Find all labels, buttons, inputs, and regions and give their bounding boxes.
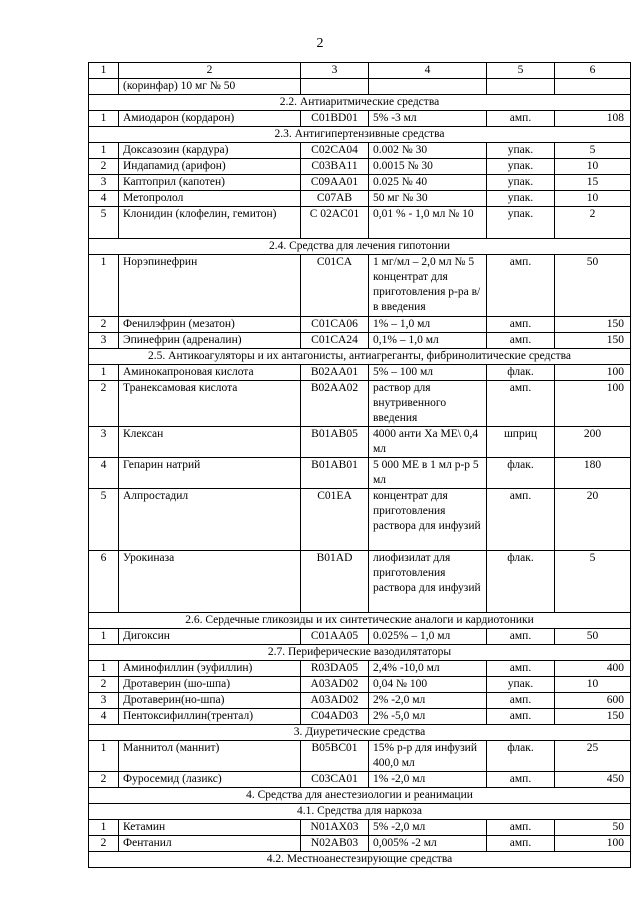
table-row [89, 677, 631, 693]
section-heading: 2.4. Средства для лечения гипотонии [89, 239, 631, 255]
dosage-form: 4000 анти Ха ME\ 0,4 мл [369, 427, 487, 458]
quantity: 600 [555, 693, 631, 709]
atc-code: B01AB01 [301, 458, 369, 489]
quantity: 25 [555, 741, 631, 772]
table-row [89, 772, 631, 788]
row-number: 1 [89, 111, 119, 127]
table-row [89, 191, 631, 207]
row-number: 3 [89, 693, 119, 709]
quantity [555, 79, 631, 95]
quantity: 50 [555, 255, 631, 317]
quantity: 150 [555, 333, 631, 349]
drug-name: Пентоксифиллин(трентал) [119, 709, 301, 725]
drug-name: Алпростадил [119, 489, 301, 551]
dosage-form: 1 мг/мл – 2,0 мл № 5 концентрат для приготовления р-ра в/в введения [369, 255, 487, 317]
atc-code: B05BC01 [301, 741, 369, 772]
section-heading: 4.2. Местноанестезирующие средства [89, 852, 631, 868]
dosage-form: 2,4% -10,0 мл [369, 661, 487, 677]
quantity: 50 [555, 629, 631, 645]
drug-name: Метопролол [119, 191, 301, 207]
drug-name: Фенилэфрин (мезатон) [119, 317, 301, 333]
quantity: 150 [555, 317, 631, 333]
table-row [89, 741, 631, 772]
table-row [89, 427, 631, 458]
section-heading-row [89, 804, 631, 820]
atc-code: B02AA02 [301, 381, 369, 427]
quantity: 5 [555, 551, 631, 613]
row-number: 3 [89, 333, 119, 349]
dosage-form: 0.0015 № 30 [369, 159, 487, 175]
atc-code: N01AX03 [301, 820, 369, 836]
unit: флак. [487, 551, 555, 613]
unit: амп. [487, 820, 555, 836]
unit: амп. [487, 772, 555, 788]
section-heading: 4.1. Средства для наркоза [89, 804, 631, 820]
table-row [89, 709, 631, 725]
dosage-form: 50 мг № 30 [369, 191, 487, 207]
quantity: 2 [555, 207, 631, 239]
header-cell: 6 [555, 63, 631, 79]
drug-name: Гепарин натрий [119, 458, 301, 489]
atc-code: C07AB [301, 191, 369, 207]
quantity: 108 [555, 111, 631, 127]
section-heading: 2.7. Периферические вазодилятаторы [89, 645, 631, 661]
drug-name: (коринфар) 10 мг № 50 [119, 79, 301, 95]
row-number: 3 [89, 427, 119, 458]
unit: упак. [487, 159, 555, 175]
table-row [89, 458, 631, 489]
section-heading-row [89, 613, 631, 629]
unit: амп. [487, 836, 555, 852]
unit: амп. [487, 489, 555, 551]
drug-name: Клексан [119, 427, 301, 458]
row-number: 3 [89, 175, 119, 191]
dosage-form: 5 000 МЕ в 1 мл р-р 5 мл [369, 458, 487, 489]
table-row [89, 489, 631, 551]
dosage-form: лиофизилат для приготовления раствора для инфузий [369, 551, 487, 613]
table-row [89, 255, 631, 317]
section-heading: 2.3. Антигипертензивные средства [89, 127, 631, 143]
section-heading-row [89, 239, 631, 255]
section-heading-row [89, 127, 631, 143]
quantity: 180 [555, 458, 631, 489]
drug-name: Маннитол (маннит) [119, 741, 301, 772]
atc-code: B02AA01 [301, 365, 369, 381]
unit: амп. [487, 693, 555, 709]
section-heading: 4. Средства для анестезиологии и реанимации [89, 788, 631, 804]
atc-code: C09AA01 [301, 175, 369, 191]
row-number: 2 [89, 836, 119, 852]
row-number: 1 [89, 741, 119, 772]
row-number: 2 [89, 677, 119, 693]
drug-name: Урокиназа [119, 551, 301, 613]
dosage-form: 2% -5,0 мл [369, 709, 487, 725]
atc-code: C03CA01 [301, 772, 369, 788]
section-heading-row [89, 645, 631, 661]
unit: амп. [487, 629, 555, 645]
page-number: 2 [316, 36, 324, 51]
table-row [89, 381, 631, 427]
quantity: 100 [555, 381, 631, 427]
table-row [89, 317, 631, 333]
drug-name: Норэпинефрин [119, 255, 301, 317]
unit: амп. [487, 255, 555, 317]
header-cell: 4 [369, 63, 487, 79]
quantity: 20 [555, 489, 631, 551]
atc-code: B01AD [301, 551, 369, 613]
row-number: 2 [89, 317, 119, 333]
quantity: 10 [555, 191, 631, 207]
atc-code: C01CA06 [301, 317, 369, 333]
table-row [89, 836, 631, 852]
row-number: 5 [89, 207, 119, 239]
drug-name: Дротаверин (шо-шпа) [119, 677, 301, 693]
row-number: 1 [89, 255, 119, 317]
drug-name: Индапамид (арифон) [119, 159, 301, 175]
table-row [89, 111, 631, 127]
drug-name: Аминокапроновая кислота [119, 365, 301, 381]
row-number [89, 79, 119, 95]
row-number: 1 [89, 629, 119, 645]
drug-name: Амиодарон (кордарон) [119, 111, 301, 127]
table-row [89, 207, 631, 239]
unit: амп. [487, 317, 555, 333]
dosage-form: 0,01 % - 1,0 мл № 10 [369, 207, 487, 239]
table-row [89, 333, 631, 349]
quantity: 400 [555, 661, 631, 677]
unit: флак. [487, 458, 555, 489]
quantity: 100 [555, 836, 631, 852]
quantity: 150 [555, 709, 631, 725]
atc-code: A03AD02 [301, 693, 369, 709]
quantity: 200 [555, 427, 631, 458]
atc-code: B01AB05 [301, 427, 369, 458]
drug-name: Аминофиллин (эуфиллин) [119, 661, 301, 677]
dosage-form: 5% – 100 мл [369, 365, 487, 381]
dosage-form: 1% – 1,0 мл [369, 317, 487, 333]
unit: амп. [487, 709, 555, 725]
drug-name: Дротаверин(но-шпа) [119, 693, 301, 709]
unit: упак. [487, 207, 555, 239]
unit: шприц [487, 427, 555, 458]
row-number: 2 [89, 159, 119, 175]
drug-name: Доксазозин (кардура) [119, 143, 301, 159]
dosage-form: концентрат для приготовления раствора для инфузий [369, 489, 487, 551]
quantity: 5 [555, 143, 631, 159]
dosage-form: 15% р-р для инфузий 400,0 мл [369, 741, 487, 772]
section-heading-row [89, 725, 631, 741]
drug-table [88, 62, 631, 868]
atc-code: C01EA [301, 489, 369, 551]
table-row [89, 175, 631, 191]
atc-code: C01AA05 [301, 629, 369, 645]
section-heading-row [89, 349, 631, 365]
atc-code: C03BA11 [301, 159, 369, 175]
atc-code [301, 79, 369, 95]
dosage-form: 5% -3 мл [369, 111, 487, 127]
unit [487, 79, 555, 95]
quantity: 50 [555, 820, 631, 836]
dosage-form: 2% -2,0 мл [369, 693, 487, 709]
atc-code: C01BD01 [301, 111, 369, 127]
dosage-form: 0.025% – 1,0 мл [369, 629, 487, 645]
dosage-form: 0.002 № 30 [369, 143, 487, 159]
unit: флак. [487, 365, 555, 381]
table-header-row [89, 63, 631, 79]
drug-name: Каптоприл (капотен) [119, 175, 301, 191]
row-number: 5 [89, 489, 119, 551]
drug-name: Эпинефрин (адреналин) [119, 333, 301, 349]
row-number: 4 [89, 709, 119, 725]
dosage-form [369, 79, 487, 95]
section-heading-row [89, 788, 631, 804]
section-heading-row [89, 852, 631, 868]
dosage-form: 1% -2,0 мл [369, 772, 487, 788]
table-row [89, 159, 631, 175]
unit: упак. [487, 677, 555, 693]
dosage-form: 0,005% -2 мл [369, 836, 487, 852]
atc-code: C04AD03 [301, 709, 369, 725]
drug-name: Фуросемид (лазикс) [119, 772, 301, 788]
atc-code: C01CA24 [301, 333, 369, 349]
row-number: 1 [89, 820, 119, 836]
atc-code: R03DA05 [301, 661, 369, 677]
table-row [89, 629, 631, 645]
table-row [89, 661, 631, 677]
drug-name: Кетамин [119, 820, 301, 836]
unit: упак. [487, 175, 555, 191]
header-cell: 5 [487, 63, 555, 79]
unit: флак. [487, 741, 555, 772]
table-row [89, 143, 631, 159]
row-number: 2 [89, 772, 119, 788]
section-heading: 2.2. Антиаритмические средства [89, 95, 631, 111]
row-number: 6 [89, 551, 119, 613]
section-heading-row [89, 95, 631, 111]
table-row [89, 820, 631, 836]
table-row [89, 693, 631, 709]
section-heading: 3. Диуретические средства [89, 725, 631, 741]
table-row [89, 79, 631, 95]
dosage-form: раствор для внутривенного введения [369, 381, 487, 427]
quantity: 450 [555, 772, 631, 788]
drug-name: Клонидин (клофелин, гемитон) [119, 207, 301, 239]
unit: амп. [487, 111, 555, 127]
atc-code: N02AB03 [301, 836, 369, 852]
header-cell: 1 [89, 63, 119, 79]
row-number: 4 [89, 458, 119, 489]
quantity: 10 [555, 159, 631, 175]
dosage-form: 5% -2,0 мл [369, 820, 487, 836]
row-number: 1 [89, 661, 119, 677]
quantity: 100 [555, 365, 631, 381]
section-heading: 2.5. Антикоагуляторы и их антагонисты, антиагреганты, фибринолитические средства [89, 349, 631, 365]
quantity: 10 [555, 677, 631, 693]
drug-name: Транексамовая кислота [119, 381, 301, 427]
row-number: 2 [89, 381, 119, 427]
dosage-form: 0,04 № 100 [369, 677, 487, 693]
row-number: 4 [89, 191, 119, 207]
table-row [89, 551, 631, 613]
unit: упак. [487, 143, 555, 159]
drug-name: Дигоксин [119, 629, 301, 645]
row-number: 1 [89, 143, 119, 159]
atc-code: C 02AC01 [301, 207, 369, 239]
dosage-form: 0.025 № 40 [369, 175, 487, 191]
atc-code: C02CA04 [301, 143, 369, 159]
unit: амп. [487, 333, 555, 349]
header-cell: 2 [119, 63, 301, 79]
atc-code: C01CA [301, 255, 369, 317]
unit: амп. [487, 661, 555, 677]
unit: амп. [487, 381, 555, 427]
row-number: 1 [89, 365, 119, 381]
table-row [89, 365, 631, 381]
header-cell: 3 [301, 63, 369, 79]
section-heading: 2.6. Сердечные гликозиды и их синтетические аналоги и кардиотоники [89, 613, 631, 629]
dosage-form: 0,1% – 1,0 мл [369, 333, 487, 349]
drug-name: Фентанил [119, 836, 301, 852]
quantity: 15 [555, 175, 631, 191]
unit: упак. [487, 191, 555, 207]
atc-code: A03AD02 [301, 677, 369, 693]
